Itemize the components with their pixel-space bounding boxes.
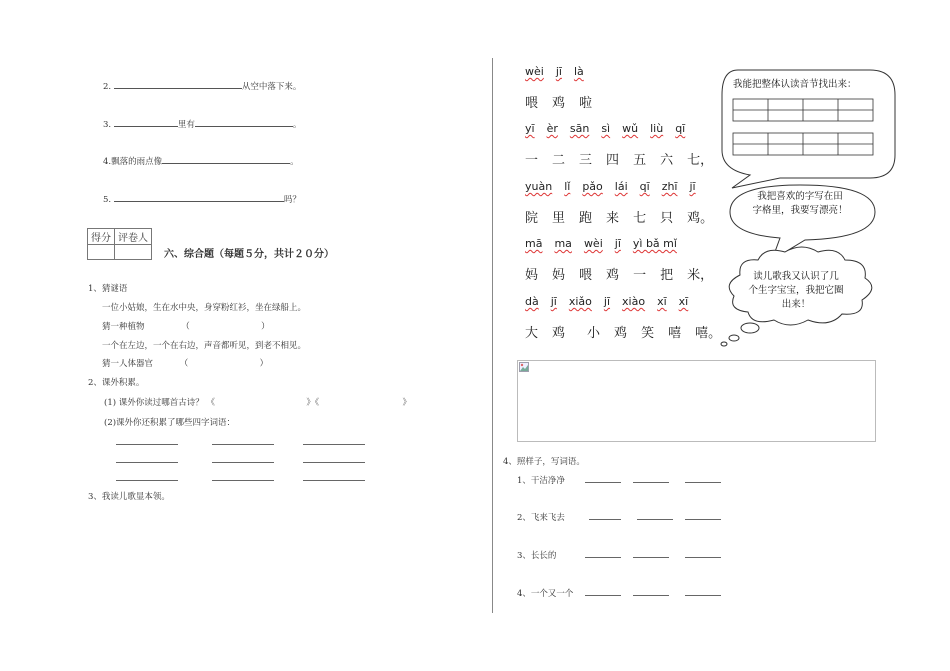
answer-blank[interactable]: [114, 79, 242, 89]
score-cell[interactable]: [88, 245, 115, 260]
hanzi: 鸡: [552, 96, 566, 111]
pinyin: qī: [639, 180, 650, 193]
answer-blank[interactable]: [162, 154, 290, 164]
q4-item-4: 4、一个又一个: [517, 589, 574, 599]
pinyin: yì bǎ mǐ: [632, 237, 677, 250]
word-blank[interactable]: [633, 482, 669, 483]
sub1-mid: 》《: [306, 398, 320, 408]
pinyin-row-4: [525, 237, 689, 250]
answer-blank[interactable]: [114, 192, 284, 202]
hanzi-row-2: [525, 149, 727, 168]
q2-sub2: (2)课外你还积累了哪些四字词语：: [104, 418, 236, 428]
idiom-blank[interactable]: [212, 462, 274, 463]
hanzi: 二: [552, 153, 566, 168]
hanzi: 小: [587, 326, 601, 341]
answer-label: 猜一种植物: [102, 322, 145, 332]
pinyin: jī: [550, 295, 557, 308]
pinyin: wèi: [583, 237, 603, 250]
score-table: [87, 228, 152, 260]
pinyin: sān: [569, 122, 590, 135]
word-blank[interactable]: [633, 557, 669, 558]
hanzi: 鸡: [552, 326, 566, 341]
word-blank[interactable]: [685, 557, 721, 558]
answer-blank[interactable]: [114, 117, 178, 127]
q1-title: 1、猜谜语: [88, 284, 128, 294]
sub1-end: 》: [402, 398, 412, 408]
thought-dot: [721, 342, 727, 346]
paren-close: ）: [261, 322, 270, 332]
bubble-2-text: [735, 190, 865, 218]
item-text: 飘落的雨点像: [111, 157, 163, 167]
bubble-3-line: 读儿歌我又认识了几: [753, 271, 839, 282]
hanzi: 鸡。: [687, 211, 714, 226]
fill-line-3: [103, 117, 301, 130]
word-blank[interactable]: [685, 519, 721, 520]
score-header: 得分: [88, 229, 115, 245]
hanzi: 里: [552, 211, 566, 226]
image-placeholder: [517, 360, 876, 442]
pinyin: yuàn: [525, 180, 553, 193]
bubble-3-line: 出来！: [781, 299, 811, 310]
hanzi: 把: [660, 268, 674, 283]
hanzi: 米，: [687, 268, 714, 283]
bubble-3-line: 个生字宝宝，我把它圈: [748, 285, 844, 296]
hanzi: 七，: [687, 153, 714, 168]
bubble-1-text: 我能把整体认读音节找出来：: [733, 79, 857, 90]
hanzi: 啦: [579, 96, 593, 111]
pinyin: dà: [525, 295, 539, 308]
fill-line-5: [103, 192, 301, 205]
bubble-2-line: 字格里，我要写漂亮！: [752, 205, 848, 216]
hanzi: 鸡: [614, 326, 628, 341]
section-title: 六、综合题（每题５分，共计２０分）: [164, 249, 334, 260]
word-blank[interactable]: [585, 595, 621, 596]
hanzi: 四: [606, 153, 620, 168]
hanzi: 嘻: [668, 326, 682, 341]
pinyin: sì: [601, 122, 611, 135]
pinyin: jī: [603, 295, 611, 308]
hanzi: 院: [525, 211, 539, 226]
hanzi: 来: [606, 211, 620, 226]
pinyin: jī: [555, 65, 562, 78]
q2-title: 2、课外积累。: [88, 378, 145, 388]
pinyin: lǐ: [564, 180, 571, 193]
idiom-blank[interactable]: [116, 480, 178, 481]
hanzi: 妈: [552, 268, 566, 283]
item-number: 3.: [103, 120, 112, 130]
pinyin-row-2: [525, 122, 697, 135]
hanzi: 跑: [579, 211, 593, 226]
pinyin-row-3: [525, 180, 708, 193]
word-blank[interactable]: [633, 595, 669, 596]
word-blank[interactable]: [685, 482, 721, 483]
idiom-blank[interactable]: [303, 480, 365, 481]
item-number: 5.: [103, 195, 112, 205]
q3-title: 3、我读儿歌显本领。: [88, 492, 170, 502]
word-blank[interactable]: [685, 595, 721, 596]
grader-cell[interactable]: [115, 245, 152, 260]
hanzi: 喂: [579, 268, 593, 283]
answer-label: 猜一人体器官: [102, 359, 154, 369]
hanzi-row-4: [525, 264, 727, 283]
hanzi: 六: [660, 153, 674, 168]
sub1-text: (1) 课外你读过哪首古诗？ 《: [104, 398, 215, 408]
hanzi-row-5: [525, 322, 735, 341]
hanzi: 嘻。: [695, 326, 722, 341]
hanzi-row-1: [525, 92, 606, 111]
riddle-2: 一个在左边，一个在右边，声音都听见，到老不相见。: [102, 341, 307, 351]
item-number: 2.: [103, 82, 112, 92]
hanzi: 一: [525, 153, 539, 168]
pinyin: yī: [525, 122, 535, 135]
q4-item-3: 3、长长的: [517, 551, 557, 561]
hanzi: 笑: [641, 326, 655, 341]
pinyin: xī: [657, 295, 667, 308]
thought-dot: [741, 323, 759, 333]
hanzi: 只: [660, 211, 674, 226]
pinyin: là: [573, 65, 584, 78]
idiom-blank[interactable]: [116, 444, 178, 445]
idiom-blank[interactable]: [303, 444, 365, 445]
q4-item-1: 1、干洁净净: [517, 476, 565, 486]
hanzi: 七: [633, 211, 647, 226]
item-text: 里有: [177, 120, 195, 130]
pinyin-row-5: [525, 295, 700, 308]
fill-line-2: [103, 79, 301, 92]
pinyin: wǔ: [622, 122, 639, 135]
item-text: 。: [290, 157, 299, 167]
bubble-3-text: [740, 270, 852, 312]
pinyin: jī: [689, 180, 696, 193]
thought-dot: [729, 335, 739, 341]
pinyin: pǎo: [582, 180, 603, 193]
pinyin: èr: [546, 122, 558, 135]
hanzi: 喂: [525, 96, 539, 111]
word-blank[interactable]: [589, 519, 621, 520]
pinyin: xī: [678, 295, 689, 308]
pinyin-row-1: [525, 65, 596, 78]
hanzi: 五: [633, 153, 647, 168]
pinyin: wèi: [525, 65, 544, 78]
riddle-1-answer: [102, 320, 270, 332]
hanzi: 妈: [525, 268, 539, 283]
hanzi: 鸡: [606, 268, 620, 283]
item-text: 。: [292, 120, 302, 130]
pinyin: lái: [614, 180, 628, 193]
pinyin: xiào: [622, 295, 646, 308]
hanzi: 一: [633, 268, 647, 283]
paren-open: （: [181, 322, 190, 332]
word-blank[interactable]: [585, 482, 621, 483]
idiom-blank[interactable]: [116, 462, 178, 463]
idiom-blank[interactable]: [212, 480, 274, 481]
hanzi-row-3: [525, 207, 727, 226]
hanzi: 大: [525, 326, 539, 341]
pinyin: ma: [554, 237, 572, 250]
q2-sub1: [104, 396, 411, 408]
item-text: 从空中落下来。: [241, 82, 302, 92]
item-text: 吗？: [283, 195, 301, 205]
bubble-2-line: 我把喜欢的字写在田: [757, 191, 843, 202]
pinyin: jī: [614, 237, 621, 250]
paren-close: ）: [259, 359, 269, 369]
pinyin: liù: [650, 122, 664, 135]
answer-blank[interactable]: [195, 117, 293, 127]
word-blank[interactable]: [637, 519, 673, 520]
pinyin: qī: [675, 122, 686, 135]
riddle-2-answer: [102, 357, 268, 369]
idiom-blank[interactable]: [212, 444, 274, 445]
idiom-blank[interactable]: [303, 462, 365, 463]
fill-line-4: [103, 154, 299, 167]
column-divider: [492, 58, 493, 613]
pinyin: mā: [525, 237, 543, 250]
broken-image-icon: [519, 362, 529, 372]
q4-item-2: 2、飞来飞去: [517, 513, 565, 523]
q4-title: 4、照样子，写词语。: [503, 457, 585, 467]
word-blank[interactable]: [585, 557, 621, 558]
hanzi: 三: [579, 153, 593, 168]
pinyin: xiǎo: [568, 295, 592, 308]
item-number: 4.: [103, 157, 112, 167]
grader-header: 评卷人: [115, 229, 152, 245]
pinyin: zhī: [661, 180, 678, 193]
riddle-1: 一位小姑娘，生在水中央，身穿粉红衫，坐在绿船上。: [102, 303, 307, 313]
paren-open: （: [179, 359, 189, 369]
